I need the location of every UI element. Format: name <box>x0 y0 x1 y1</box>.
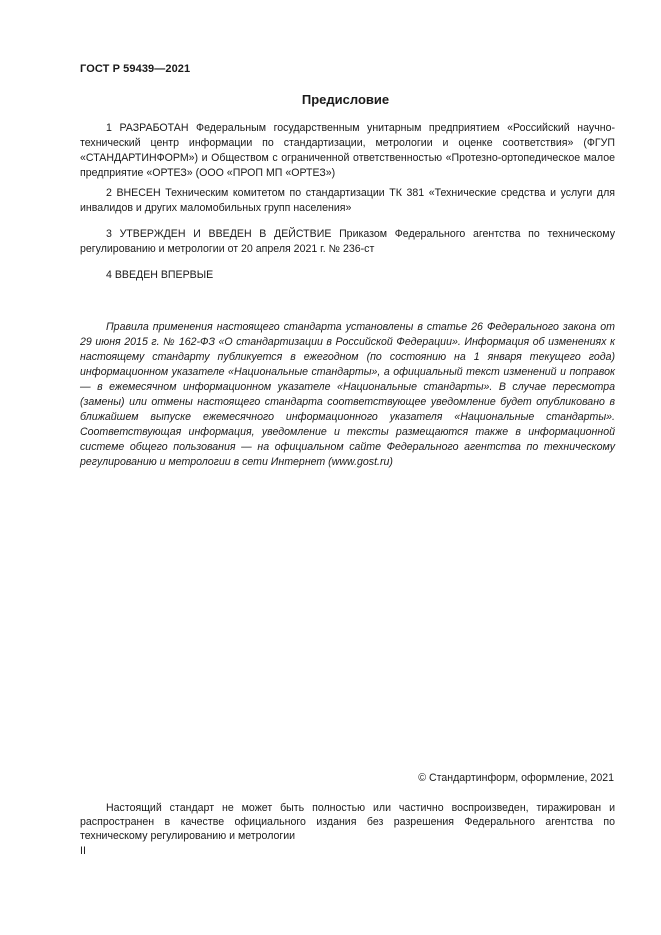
page-number: II <box>80 845 86 857</box>
foreword-paragraph-2: 2 ВНЕСЕН Техническим комитетом по стандартизации ТК 381 «Технические средства и услуги для инвалидов и других маломобильных групп населения» <box>80 187 615 214</box>
foreword-paragraph-1: 1 РАЗРАБОТАН Федеральным государственным унитарным предприятием «Российский научно-технический центр информации по стандартизации, метрологии и оценке соответствия» (ФГУП «СТАНДАРТИНФОРМ») и Обществом с ограниченной ответственностью «Протезно-ортопедическое малое предприятие «ОРТЕЗ» (ООО «ПРОП МП «ОРТЕЗ») <box>80 122 615 179</box>
copyright-line: © Стандартинформ, оформление, 2021 <box>418 772 614 784</box>
reproduction-notice: Настоящий стандарт не может быть полностью или частично воспроизведен, тиражирован и распространен в качестве официального издания без разрешения Федерального агентства по техническому регулированию и метрологии <box>80 802 615 842</box>
foreword-paragraph-3: 3 УТВЕРЖДЕН И ВВЕДЕН В ДЕЙСТВИЕ Приказом Федерального агентства по техническому регулированию и метрологии от 20 апреля 2021 г. № 236-ст <box>80 228 615 255</box>
document-code: ГОСТ Р 59439—2021 <box>80 63 191 75</box>
application-rules-notice: Правила применения настоящего стандарта установлены в статье 26 Федерального закона от 29 июня 2015 г. № 162-ФЗ «О стандартизации в Российской Федерации». Информация об изменениях к настоящему стандарту публикуется в ежегодном (по состоянию на 1 января текущего года) информационном указателе «Национальные стандарты», а официальный текст изменений и поправок — в ежемесячном информационном указателе «Национальные стандарты». В случае пересмотра (замены) или отмены настоящего стандарта соответствующее уведомление будет опубликовано в ближайшем выпуске ежемесячного информационного указателя «Национальные стандарты». Соответствующая информация, уведомление и тексты размещаются также в информационной системе общего пользования — на официальном сайте Федерального агентства по техническому регулированию и метрологии в сети Интернет (www.gost.ru) <box>80 321 615 468</box>
foreword-paragraph-4: 4 ВВЕДЕН ВПЕРВЫЕ <box>106 269 214 281</box>
section-title: Предисловие <box>301 92 390 107</box>
